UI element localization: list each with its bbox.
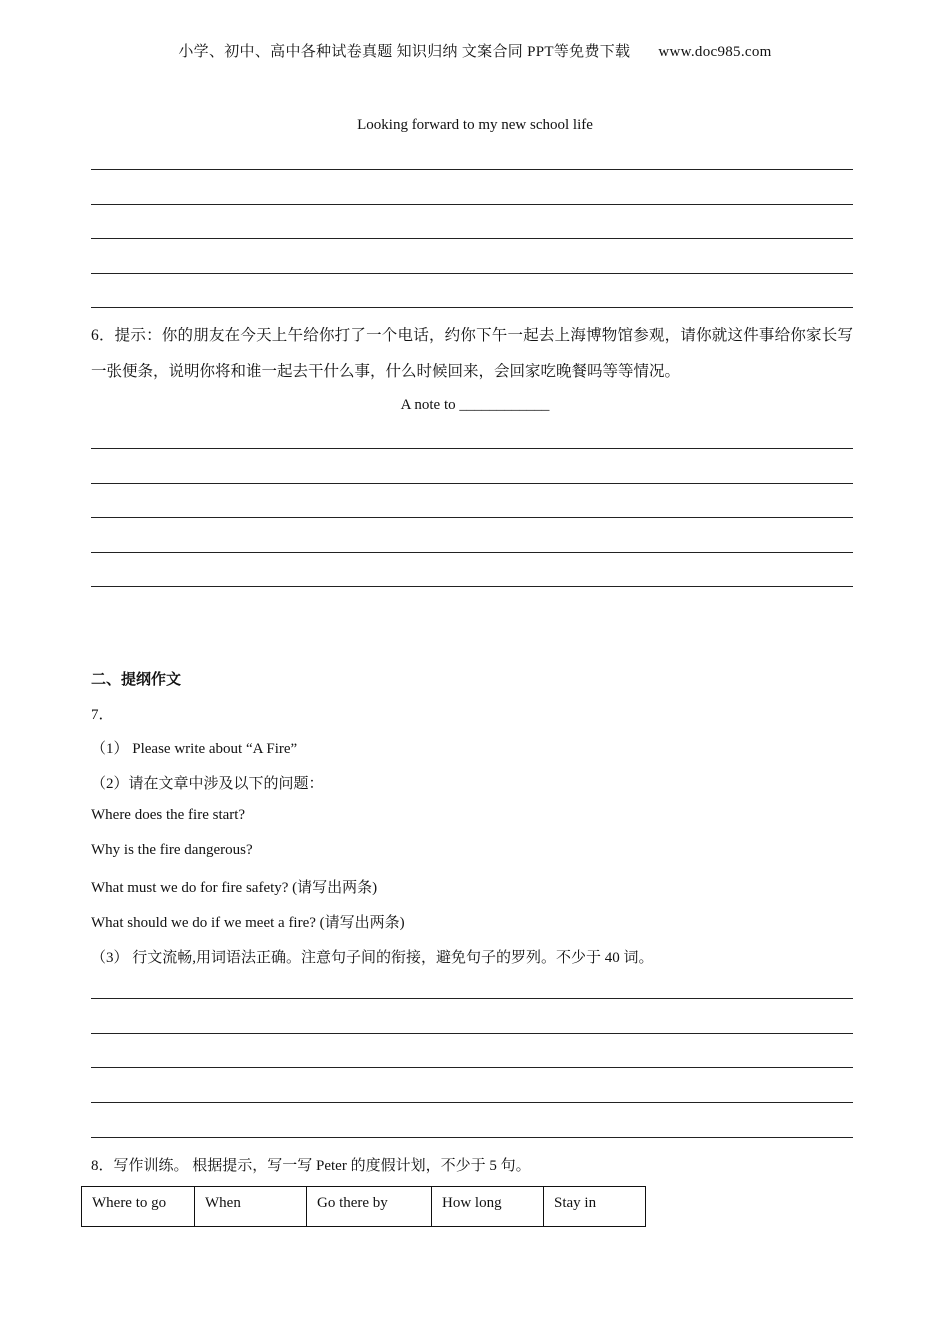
- header-url[interactable]: www.doc985.com: [658, 44, 772, 60]
- writing-line: [91, 273, 853, 274]
- q7-requirement-2: （2）请在文章中涉及以下的问题：: [91, 776, 324, 792]
- table-header-cell: Go there by: [307, 1187, 432, 1227]
- q7-requirement-1: （1） Please write about “A Fire”: [91, 741, 298, 757]
- vacation-plan-table: [81, 1186, 646, 1227]
- header-text: 小学、初中、高中各种试卷真题 知识归纳 文案合同 PPT等免费下载: [178, 44, 631, 60]
- writing-line: [91, 1033, 853, 1034]
- table-header-cell: Stay in: [544, 1187, 646, 1227]
- writing-line: [91, 998, 853, 999]
- writing-line: [91, 483, 853, 484]
- writing-line: [91, 448, 853, 449]
- writing-line: [91, 1067, 853, 1068]
- writing-line: [91, 1102, 853, 1103]
- q8-prompt: 8．写作训练。 根据提示，写一写 Peter 的度假计划，不少于 5 句。: [91, 1158, 531, 1174]
- table-row: [82, 1187, 646, 1227]
- writing-line: [91, 307, 853, 308]
- table-header-cell: Where to go: [82, 1187, 195, 1227]
- writing-line: [91, 204, 853, 205]
- writing-line: [91, 552, 853, 553]
- q5-essay-title: Looking forward to my new school life: [357, 117, 593, 133]
- table-header-cell: How long: [432, 1187, 544, 1227]
- writing-line: [91, 586, 853, 587]
- table-header-cell: When: [195, 1187, 307, 1227]
- q6-prompt: 6．提示：你的朋友在今天上午给你打了一个电话，约你下午一起去上海博物馆参观，请你就这件事给你家长写一张便条，说明你将和谁一起去干什么事，什么时候回来，会回家吃晚餐吗等等情况。: [91, 327, 853, 380]
- writing-line: [91, 169, 853, 170]
- writing-line: [91, 238, 853, 239]
- q6-note-title: A note to ____________: [400, 397, 550, 413]
- q7-question: Where does the fire start?: [91, 807, 246, 823]
- page-header: [0, 40, 950, 61]
- q7-number: 7．: [91, 707, 114, 723]
- q7-question: What should we do if we meet a fire? (请写出两条): [91, 915, 405, 931]
- writing-line: [91, 517, 853, 518]
- section-heading: 二、提纲作文: [91, 670, 182, 688]
- q7-question: What must we do for fire safety? (请写出两条): [91, 880, 378, 896]
- q7-requirement-3: （3） 行文流畅,用词语法正确。注意句子间的衔接，避免句子的罗列。不少于 40 词。: [91, 950, 654, 966]
- q7-question: Why is the fire dangerous?: [91, 842, 253, 858]
- writing-line: [91, 1137, 853, 1138]
